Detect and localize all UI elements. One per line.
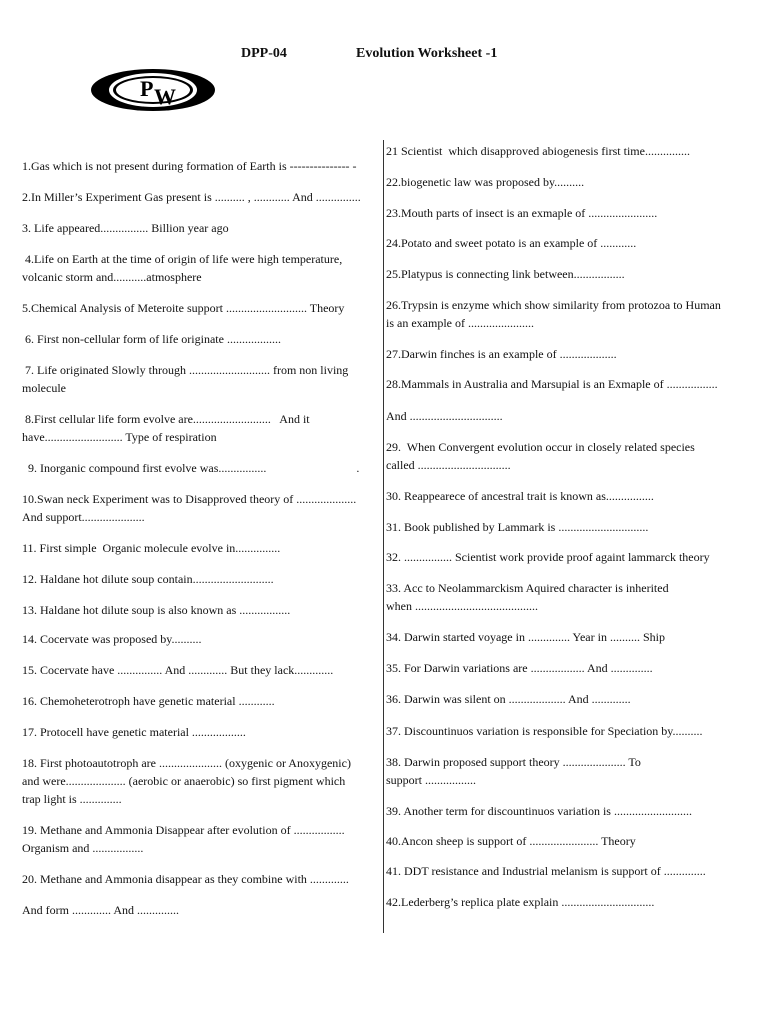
question-item: 32. ................ Scientist work provide proof againt lammarck theory bbox=[386, 550, 710, 564]
question-item: 25.Platypus is connecting link between................. bbox=[386, 267, 625, 281]
question-item: 28.Mammals in Australia and Marsupial is an Exmaple of ................. bbox=[386, 377, 718, 391]
svg-text:P: P bbox=[140, 76, 154, 101]
question-item: 2.In Miller’s Experiment Gas present is .......... , ............ And ............... bbox=[22, 190, 361, 204]
question-item: 29. When Convergent evolution occur in closely related species called ............................... bbox=[386, 440, 695, 472]
question-item: 5.Chemical Analysis of Meteroite support ........................... Theory bbox=[22, 301, 345, 315]
question-item: 16. Chemoheterotroph have genetic material ............ bbox=[22, 694, 275, 708]
question-item: 12. Haldane hot dilute soup contain........................... bbox=[22, 572, 274, 586]
question-item: 11. First simple Organic molecule evolve in............... bbox=[22, 541, 281, 555]
question-item: 4.Life on Earth at the time of origin of life were high temperature, volcanic storm and...........atmosphere bbox=[22, 252, 343, 284]
column-divider bbox=[383, 140, 384, 933]
question-item: 27.Darwin finches is an example of ................... bbox=[386, 347, 617, 361]
question-item: 30. Reappearece of ancestral trait is known as................ bbox=[386, 489, 654, 503]
question-item: 20. Methane and Ammonia disappear as they combine with ............. bbox=[22, 872, 349, 886]
question-item: 37. Discountinuos variation is responsible for Speciation by.......... bbox=[386, 724, 703, 738]
question-item: 3. Life appeared................ Billion year ago bbox=[22, 221, 229, 235]
question-item: 31. Book published by Lammark is .............................. bbox=[386, 520, 649, 534]
question-item: 17. Protocell have genetic material .................. bbox=[22, 725, 246, 739]
question-item: 21 Scientist which disapproved abiogenesis first time............... bbox=[386, 144, 690, 158]
worksheet-title: Evolution Worksheet -1 bbox=[356, 46, 498, 61]
question-item: 9. Inorganic compound first evolve was................ . bbox=[22, 461, 360, 475]
pw-logo bbox=[88, 67, 218, 113]
question-item: And form ............. And .............. bbox=[22, 903, 179, 917]
question-item: 22.biogenetic law was proposed by.......... bbox=[386, 175, 585, 189]
worksheet-code: DPP-04 bbox=[241, 46, 287, 61]
question-item: 6. First non-cellular form of life originate .................. bbox=[22, 332, 281, 346]
question-item: 36. Darwin was silent on ................... And ............. bbox=[386, 692, 631, 706]
question-item: 42.Lederberg’s replica plate explain ............................... bbox=[386, 895, 655, 909]
question-item: 1.Gas which is not present during formation of Earth is --------------- - bbox=[22, 159, 357, 173]
question-item: 41. DDT resistance and Industrial melanism is support of .............. bbox=[386, 864, 706, 878]
question-item: 35. For Darwin variations are .................. And .............. bbox=[386, 661, 653, 675]
question-item: 34. Darwin started voyage in .............. Year in .......... Ship bbox=[386, 630, 665, 644]
question-item: 15. Cocervate have ............... And ............. But they lack............. bbox=[22, 663, 334, 677]
svg-text:W: W bbox=[154, 84, 176, 109]
question-item: 13. Haldane hot dilute soup is also known as ................. bbox=[22, 603, 291, 617]
question-item: 10.Swan neck Experiment was to Disapproved theory of .................... And support..................... bbox=[22, 492, 357, 524]
question-item: 38. Darwin proposed support theory ..................... To support ................. bbox=[386, 755, 641, 787]
question-item: 40.Ancon sheep is support of ....................... Theory bbox=[386, 834, 636, 848]
question-item: And ............................... bbox=[386, 409, 503, 423]
question-item: 7. Life originated Slowly through ........................... from non living molecule bbox=[22, 363, 349, 395]
question-item: 18. First photoautotroph are ..................... (oxygenic or Anoxygenic) and were.................... (aerobic or anaerobic) so first pigment which trap light is .............. bbox=[22, 756, 351, 806]
question-item: 24.Potato and sweet potato is an example of ............ bbox=[386, 236, 637, 250]
question-item: 26.Trypsin is enzyme which show similarity from protozoa to Human is an example of ...................... bbox=[386, 298, 721, 330]
question-item: 39. Another term for discountinuos variation is .......................... bbox=[386, 804, 692, 818]
question-item: 23.Mouth parts of insect is an exmaple of ....................... bbox=[386, 206, 658, 220]
question-item: 14. Cocervate was proposed by.......... bbox=[22, 632, 202, 646]
question-item: 8.First cellular life form evolve are.......................... And it have.......................... Type of respiration bbox=[22, 412, 310, 444]
question-item: 33. Acc to Neolammarckism Aquired character is inherited when ......................................... bbox=[386, 581, 669, 613]
question-item: 19. Methane and Ammonia Disappear after evolution of ................. Organism and ................. bbox=[22, 823, 345, 855]
